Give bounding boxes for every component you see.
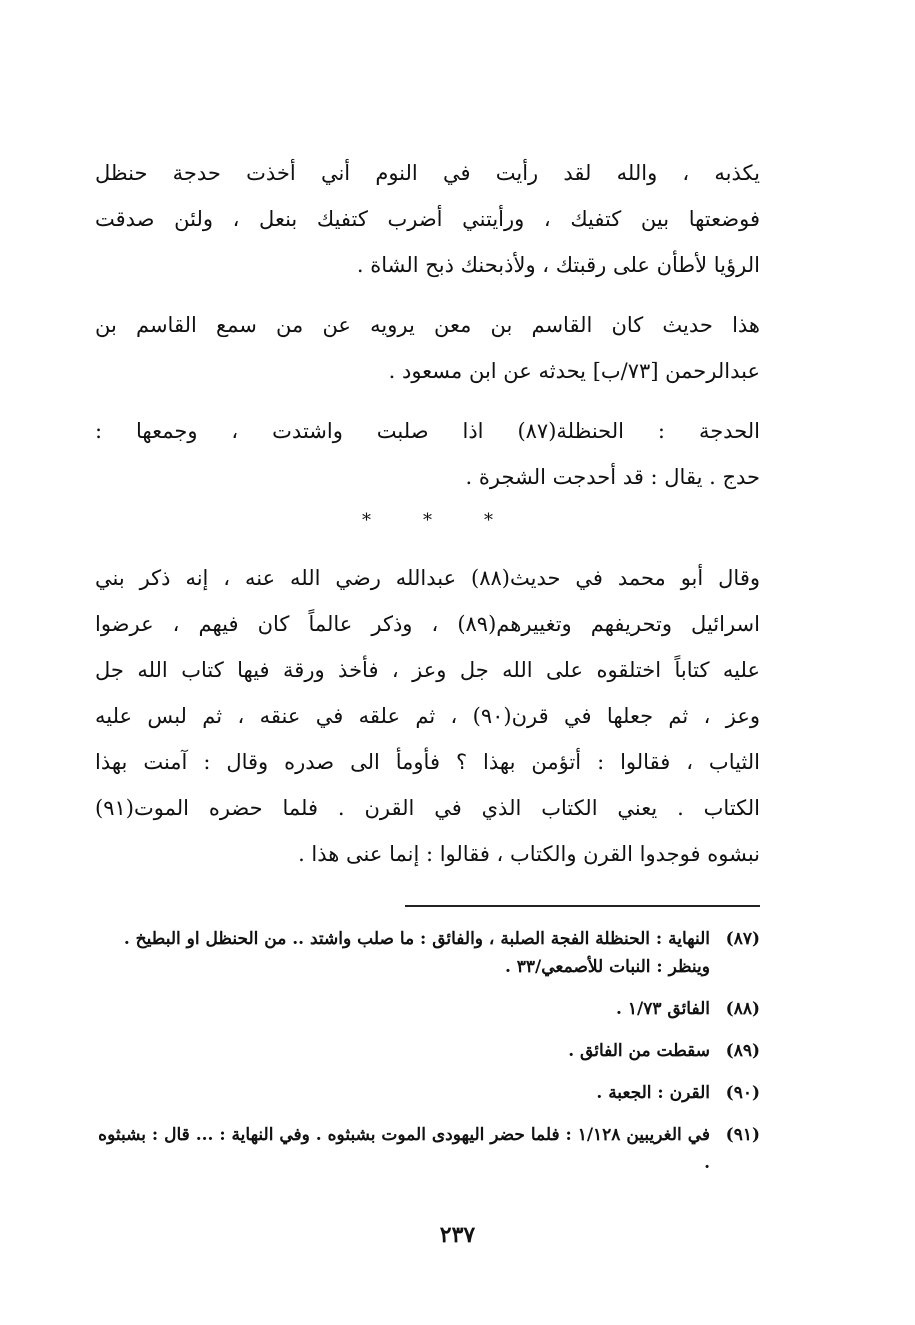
text-line: الكتاب . يعني الكتاب الذي في القرن . فلما حضره الموت(٩١) [95, 796, 760, 820]
text-line: يكذبه ، والله لقد رأيت في النوم أني أخذت حدجة حنظل [95, 161, 760, 185]
text-line: عليه كتاباً اختلقوه على الله جل وعز ، فأخذ ورقة فيها كتاب الله جل [95, 658, 760, 682]
text-line: اسرائيل وتحريفهم وتغييرهم(٨٩) ، وذكر عالماً كان فيهم ، عرضوا [95, 612, 760, 636]
section-divider-stars [95, 510, 760, 531]
star-glyph: * [423, 510, 432, 531]
footnote-text: النهاية : الحنظلة الفجة الصلبة ، والفائق : ما صلب واشتد .. من الحنظل او البطيخ . وينظر : النبات للأصمعي/٣٣ . [123, 929, 710, 977]
footnote-number: (٩٠) [725, 1083, 760, 1103]
footnote [95, 925, 760, 981]
text-line: هذا حديث كان القاسم بن معن يرويه عن من سمع القاسم بن [95, 313, 760, 337]
footnote-separator [405, 905, 760, 907]
footnote-number: (٨٩) [725, 1041, 760, 1061]
footnote [95, 1037, 760, 1065]
footnote-text: القرن : الجعبة . [596, 1083, 710, 1103]
text-line: الثياب ، فقالوا : أتؤمن بهذا ؟ فأومأ الى صدره وقال : آمنت بهذا [95, 750, 760, 774]
footnote-number: (٨٧) [725, 929, 760, 949]
footnote-text: سقطت من الفائق . [568, 1041, 710, 1061]
text-line: حدج . يقال : قد أحدجت الشجرة . [465, 465, 760, 489]
text-line: نبشوه فوجدوا القرن والكتاب ، فقالوا : إنما عنى هذا . [298, 842, 760, 866]
text-line: وقال أبو محمد في حديث(٨٨) عبدالله رضي الله عنه ، إنه ذكر بني [95, 566, 760, 590]
footnote [95, 995, 760, 1023]
footnote-number: (٩١) [725, 1125, 760, 1145]
paragraph-gap [95, 288, 760, 302]
text-line: الحدجة : الحنظلة(٨٧) اذا صلبت واشتدت ، وجمعها : [95, 419, 760, 443]
text-line: عبدالرحمن [٧٣/ب] يحدثه عن ابن مسعود . [388, 359, 760, 383]
page-number: ٢٣٧ [439, 1222, 476, 1248]
paragraph-gap [95, 394, 760, 408]
footnote-number: (٨٨) [725, 999, 760, 1019]
paragraph-definition [95, 408, 760, 500]
footnote [95, 1079, 760, 1107]
paragraph-isnad [95, 302, 760, 394]
footnote-text: الفائق ١/٧٣ . [616, 999, 710, 1019]
text-line: فوضعتها بين كتفيك ، ورأيتني أضرب كتفيك بنعل ، ولئن صدقت [95, 207, 760, 231]
paragraph-hadith [95, 555, 760, 877]
page-body [95, 150, 760, 1191]
footnotes [95, 925, 760, 1177]
paragraph-dream [95, 150, 760, 288]
star-glyph: * [362, 510, 371, 531]
text-line: الرؤيا لأطأن على رقبتك ، ولأذبحنك ذبح الشاة . [356, 253, 760, 277]
text-line: وعز ، ثم جعلها في قرن(٩٠) ، ثم علقه في عنقه ، ثم لبس عليه [95, 704, 760, 728]
footnote-text: في الغريبين ١/١٢٨ : فلما حضر اليهودى الموت بشبثوه . وفي النهاية : ... قال : بشبثوه . [98, 1125, 710, 1173]
star-glyph: * [484, 510, 493, 531]
footnote [95, 1121, 760, 1177]
